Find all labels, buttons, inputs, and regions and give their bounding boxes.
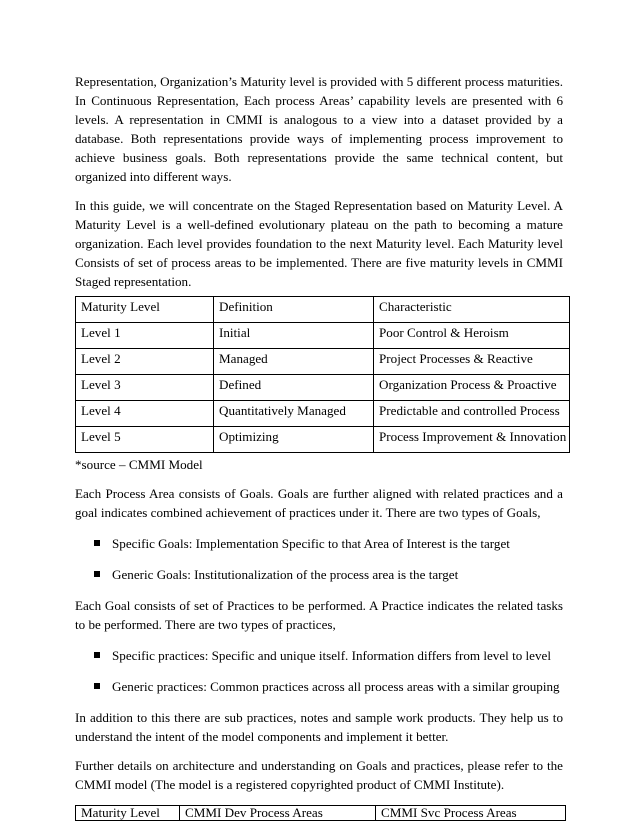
- square-bullet-icon: [94, 540, 100, 546]
- square-bullet-icon: [94, 571, 100, 577]
- table-row: [76, 323, 570, 349]
- square-bullet-icon: [94, 652, 100, 658]
- paragraph-goals: Each Process Area consists of Goals. Goals are further aligned with related practices and a goal indicates combined achievement of practices under it. There are two types of Goals,: [75, 486, 563, 520]
- table-row: [76, 349, 570, 375]
- header-cell: Maturity Level: [76, 297, 214, 323]
- list-item-text: Specific Goals: Implementation Specific to that Area of Interest is the target: [112, 536, 510, 551]
- table-cell: Poor Control & Heroism: [374, 323, 570, 349]
- paragraph-sub-practices: In addition to this there are sub practices, notes and sample work products. They help us to understand the intent of the model components and implement it better.: [75, 710, 563, 744]
- process-areas-table: [75, 805, 566, 821]
- list-item: [75, 646, 563, 665]
- paragraph-staged-representation: In this guide, we will concentrate on the Staged Representation based on Maturity Level. A Maturity Level is a well-defined evolutionary plateau on the path to becoming a mature organization. Each level provides foundation to the next Maturity level. Each Maturity level Consists of set of process areas to be implemented. There are five maturity levels in CMMI Staged representation.: [75, 198, 563, 289]
- table-header-row: [76, 806, 566, 821]
- list-item: [75, 677, 563, 696]
- header-cell: Definition: [214, 297, 374, 323]
- table-row: [76, 375, 570, 401]
- header-cell: CMMI Dev Process Areas: [180, 806, 376, 821]
- list-item: [75, 534, 563, 553]
- practices-list: [75, 646, 563, 696]
- paragraph-representations: Representation, Organization’s Maturity level is provided with 5 different process maturities. In Continuous Representation, Each process Areas’ capability levels are presented with 6 levels. A representation in CMMI is analogous to a view into a dataset provided by a database. Both representations provide ways of implementing process improvement to achieve business goals. Both representations provide the same technical content, but organized into different ways.: [75, 74, 563, 184]
- list-item: [75, 565, 563, 584]
- list-item-text: Generic Goals: Institutionalization of the process area is the target: [112, 567, 459, 582]
- header-cell: Maturity Level: [76, 806, 180, 821]
- table-row: [76, 427, 570, 453]
- table-cell: Defined: [214, 375, 374, 401]
- table-cell: Optimizing: [214, 427, 374, 453]
- table-cell: Level 2: [76, 349, 214, 375]
- table-cell: Initial: [214, 323, 374, 349]
- table-cell: Managed: [214, 349, 374, 375]
- table-cell: Organization Process & Proactive: [374, 375, 570, 401]
- table-cell: Quantitatively Managed: [214, 401, 374, 427]
- table-cell: Predictable and controlled Process: [374, 401, 570, 427]
- paragraph-practices: Each Goal consists of set of Practices to be performed. A Practice indicates the related tasks to be performed. There are two types of practices,: [75, 598, 563, 632]
- table-cell: Level 1: [76, 323, 214, 349]
- table-cell: Level 4: [76, 401, 214, 427]
- square-bullet-icon: [94, 683, 100, 689]
- goals-list: [75, 534, 563, 584]
- table-cell: Process Improvement & Innovation: [374, 427, 570, 453]
- header-cell: CMMI Svc Process Areas: [376, 806, 566, 821]
- header-cell: Characteristic: [374, 297, 570, 323]
- table-row: [76, 401, 570, 427]
- table-header-row: [76, 297, 570, 323]
- table-cell: Level 5: [76, 427, 214, 453]
- list-item-text: Generic practices: Common practices across all process areas with a similar grouping: [112, 679, 560, 694]
- list-item-text: Specific practices: Specific and unique itself. Information differs from level to level: [112, 648, 551, 663]
- source-note: *source – CMMI Model: [75, 457, 203, 472]
- maturity-level-table: [75, 296, 570, 453]
- table-cell: Level 3: [76, 375, 214, 401]
- table-cell: Project Processes & Reactive: [374, 349, 570, 375]
- paragraph-further-details: Further details on architecture and understanding on Goals and practices, please refer to the CMMI model (The model is a registered copyrighted product of CMMI Institute).: [75, 758, 563, 792]
